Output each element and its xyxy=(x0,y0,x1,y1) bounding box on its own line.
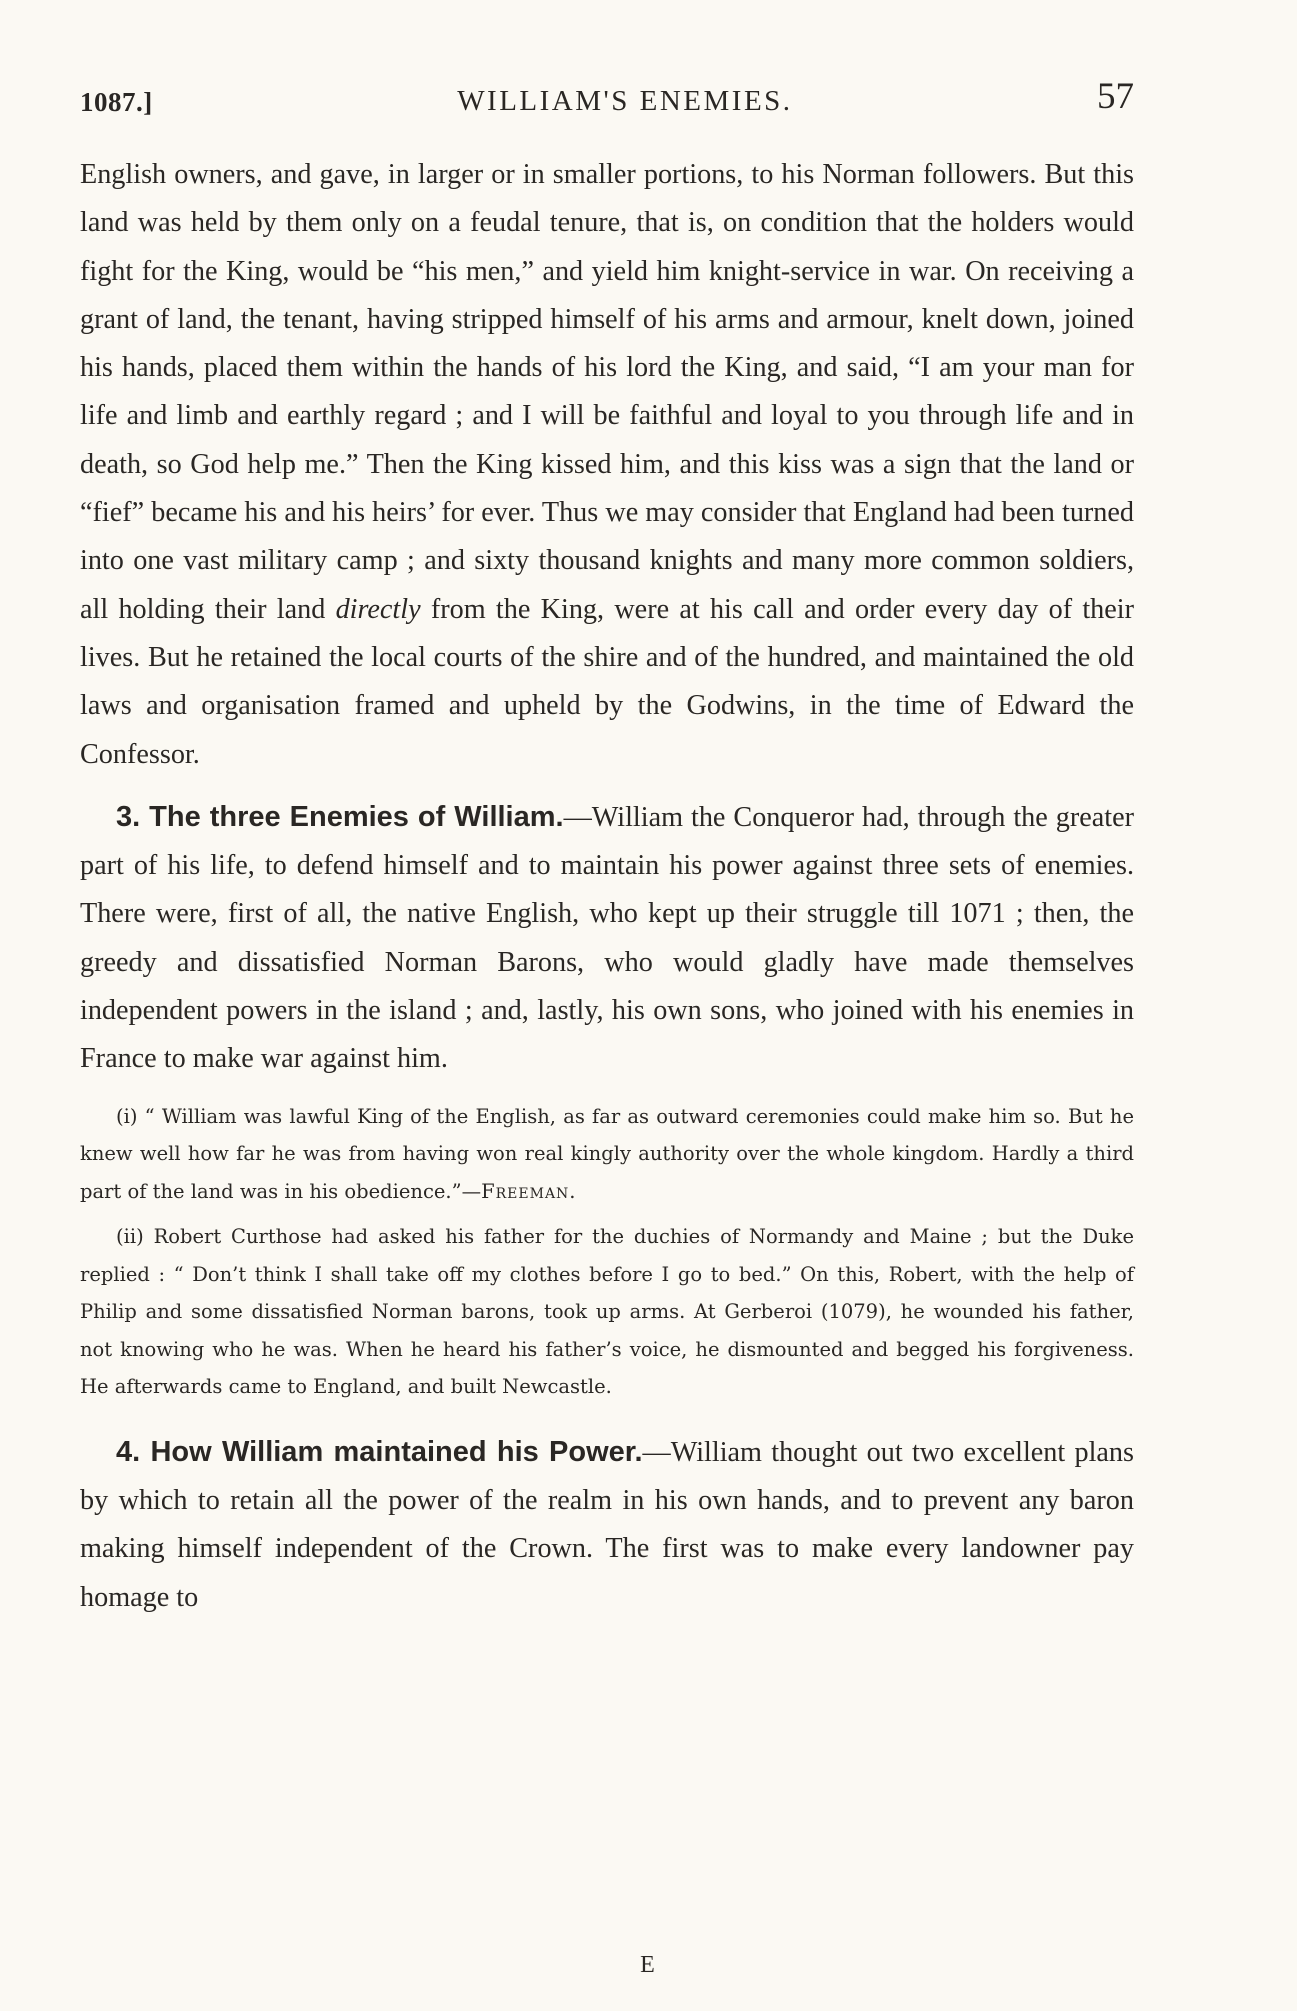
header-title: WILLIAM'S ENEMIES. xyxy=(457,85,793,117)
note-1-attribution: Freeman. xyxy=(481,1179,577,1203)
paragraph-1-text-a: English owners, and gave, in larger or in smaller portions, to his Norman followers. But this land was held by them only on a feudal tenure, that is, on condition that the holders would fight for the King, would be “his men,” and yield him knight-service in war. On receiving a grant of land, the tenant, having stripped himself of his arms and armour, knelt down, joined his hands, placed them within the hands of his lord the King, and said, “I am your man for life and limb and earthly regard ; and I will be faithful and loyal to you through life and in death, so God help me.” Then the King kissed him, and this kiss was a sign that the land or “fief” became his and his heirs’ for ever. Thus we may consider that England had been turned into one vast military camp ; and sixty thousand knights and many more common soldiers, all holding their land xyxy=(80,159,1134,625)
section-3 xyxy=(80,793,1134,1084)
body-text xyxy=(80,151,1134,1622)
running-header xyxy=(80,68,1134,118)
page-number: 57 xyxy=(1096,76,1134,117)
paragraph-1-emphasis: directly xyxy=(335,593,421,625)
note-1 xyxy=(80,1098,1134,1211)
header-year: 1087.] xyxy=(80,87,153,117)
section-3-text: —William the Conqueror had, through the greater part of his life, to defend himself and to maintain his power against three sets of enemies. There were, first of all, the native English, who kept up their struggle till 1071 ; then, the greedy and dissatisfied Norman Barons, who would gladly have made themselves independent powers in the island ; and, lastly, his own sons, who joined with his enemies in France to make war against him. xyxy=(80,801,1134,1075)
note-1-text: (i) “ William was lawful King of the English, as far as outward ceremonies could make him so. But he knew well how far he was from having won real kingly authority over the whole kingdom. Hardly a third part of the land was in his obedience.”— xyxy=(80,1104,1134,1203)
paragraph-1 xyxy=(80,151,1134,779)
note-2: (ii) Robert Curthose had asked his father for the duchies of Normandy and Maine ; but the Duke replied : “ Don’t think I shall take off my clothes before I go to bed.” On this, Robert, with the help of Philip and some dissatisfied Norman barons, took up arms. At Gerberoi (1079), he wounded his father, not knowing who he was. When he heard his father’s voice, he dismounted and begged his forgiveness. He afterwards came to England, and built Newcastle. xyxy=(80,1225,1134,1399)
section-3-heading: 3. The three Enemies of William. xyxy=(116,800,564,833)
paragraph-1-text-b: from the King, were at his call and order every day of their lives. But he retained the local courts of the shire and of the hundred, and maintained the old laws and organisation framed and upheld by the Godwins, in the time of Edward the Confessor. xyxy=(80,593,1134,770)
footnotes xyxy=(80,1098,1134,1406)
section-4-heading: 4. How William maintained his Power. xyxy=(116,1435,643,1468)
section-4-text: —William thought out two excellent plans by which to retain all the power of the realm in his own hands, and to prevent any baron making himself independent of the Crown. The first was to make every landowner pay homage to xyxy=(80,1436,1134,1613)
signature-mark: E xyxy=(640,1952,657,1978)
section-4 xyxy=(80,1428,1134,1622)
